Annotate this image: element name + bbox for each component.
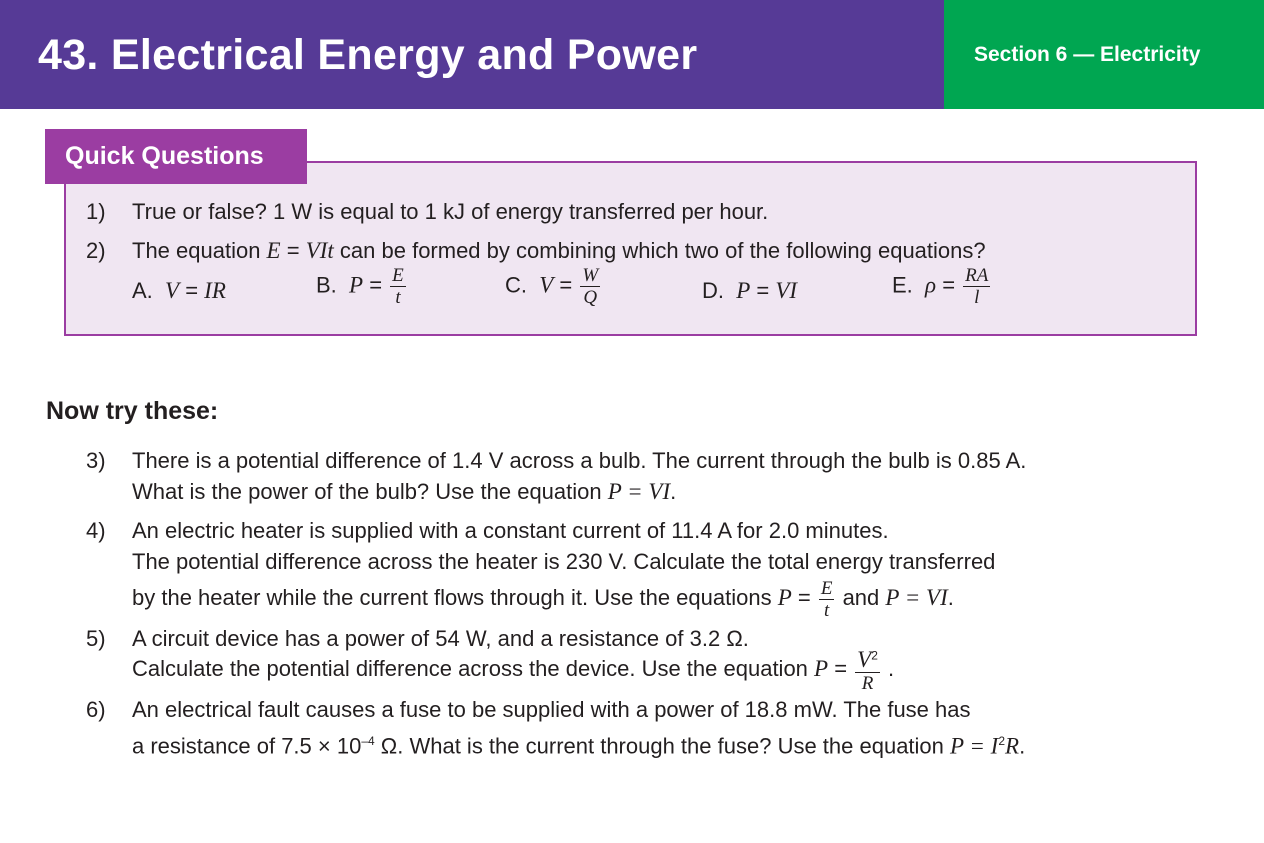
option-d	[702, 278, 797, 304]
question-4-line-1: An electric heater is supplied with a constant current of 11.4 A for 2.0 minutes.	[132, 518, 889, 543]
question-4-number: 4)	[86, 518, 106, 543]
section-label: Section 6 — Electricity	[974, 43, 1201, 66]
option-d-letter: D.	[702, 278, 724, 303]
now-try-heading: Now try these:	[46, 397, 219, 425]
question-2-eq-E: E	[266, 238, 281, 263]
question-5-eq-sign: =	[828, 656, 854, 681]
question-3-equation: P = VI	[607, 479, 671, 504]
question-2-text-before: The equation	[132, 238, 267, 263]
question-3-number: 3)	[86, 448, 106, 473]
question-2-number: 2)	[86, 238, 106, 263]
question-5-line-2-end: .	[881, 656, 895, 681]
option-c-fraction	[580, 266, 600, 307]
quick-questions-heading: Quick Questions	[45, 129, 307, 184]
question-4-equation-2: P = VI	[885, 585, 948, 610]
question-5-line-1: A circuit device has a power of 54 W, and a resistance of 3.2 Ω.	[132, 626, 749, 651]
option-c-numerator: W	[582, 265, 599, 286]
question-6-equation-end: R	[1005, 733, 1020, 759]
question-4-fraction	[819, 579, 835, 620]
option-d-rhs: VI	[775, 278, 798, 303]
option-b-numerator: E	[392, 265, 404, 286]
question-2-eq-VIt: VIt	[305, 238, 334, 263]
question-5-eq-lhs: P	[814, 656, 829, 681]
option-b-letter: B.	[316, 272, 337, 298]
question-6-line-2-end: .	[1019, 733, 1026, 759]
question-4-line-3-text: by the heater while the current flows through it. Use the equations	[132, 585, 778, 610]
question-2-text-after: can be formed by combining which two of the following equations?	[333, 238, 986, 263]
question-5-numerator-V: V	[857, 646, 872, 672]
option-a-eq: =	[179, 278, 205, 303]
option-a-lhs: V	[165, 278, 180, 303]
option-a-rhs: IR	[204, 278, 226, 303]
question-3-line-2-end: .	[670, 479, 677, 504]
option-b-denominator: t	[395, 287, 401, 308]
option-b-eq: =	[363, 272, 389, 298]
question-6-line-1: An electrical fault causes a fuse to be supplied with a power of 18.8 mW. The fuse has	[132, 697, 971, 722]
question-6-line-2-mid: Ω. What is the current through the fuse? Use the equation	[374, 733, 951, 759]
question-5-number: 5)	[86, 626, 106, 651]
option-d-eq: =	[750, 278, 776, 303]
option-e-denominator: l	[974, 287, 980, 308]
question-6-line-2	[132, 728, 1025, 759]
question-1-text: True or false? 1 W is equal to 1 kJ of energy transferred per hour.	[132, 199, 769, 224]
question-4-eq-sign: =	[791, 585, 817, 610]
question-3-line-1: There is a potential difference of 1.4 V across a bulb. The current through the bulb is 0.85 A.	[132, 448, 1027, 473]
question-3-line-2-text: What is the power of the bulb? Use the equation	[132, 479, 608, 504]
question-5-numerator	[855, 648, 880, 673]
question-4-denominator: t	[824, 599, 830, 621]
option-c-denominator: Q	[583, 287, 598, 308]
question-5-fraction	[855, 648, 880, 693]
question-2-eq-mid: =	[280, 238, 306, 263]
question-1-number: 1)	[86, 199, 106, 224]
question-6-line-2-text: a resistance of 7.5 × 10	[132, 733, 362, 759]
question-3-line-2	[132, 479, 676, 505]
question-6-equation-exponent: 2	[998, 734, 1006, 748]
question-5-line-2	[132, 646, 894, 693]
option-d-lhs: P	[736, 278, 751, 303]
question-6-number: 6)	[86, 697, 106, 722]
option-a	[132, 278, 226, 304]
question-6-exponent: –4	[361, 734, 375, 748]
question-2-text	[132, 238, 986, 264]
question-4-line-3	[132, 576, 954, 620]
question-5-line-2-text: Calculate the potential difference across the device. Use the equation	[132, 656, 815, 681]
option-c	[505, 266, 602, 307]
question-4-line-2: The potential difference across the heater is 230 V. Calculate the total energy transferred	[132, 549, 996, 574]
option-b-lhs: P	[349, 272, 364, 298]
question-6-equation: P = I	[950, 733, 999, 759]
page-title: 43. Electrical Energy and Power	[38, 31, 698, 79]
question-5-denominator: R	[861, 672, 874, 694]
question-5-numerator-exponent: 2	[871, 648, 878, 663]
option-e-lhs: ρ	[925, 272, 937, 298]
question-4-line-3-end: .	[947, 585, 954, 610]
option-a-letter: A.	[132, 278, 153, 303]
option-e	[892, 266, 992, 307]
option-b-fraction	[390, 266, 406, 307]
option-b	[316, 266, 408, 307]
question-4-and: and	[836, 585, 886, 610]
option-e-numerator: RA	[965, 265, 989, 286]
option-c-lhs: V	[539, 272, 554, 298]
option-e-eq: =	[936, 272, 962, 298]
option-c-letter: C.	[505, 272, 527, 298]
option-e-fraction	[963, 266, 990, 307]
option-c-eq: =	[553, 272, 579, 298]
question-4-numerator: E	[820, 577, 833, 599]
question-4-eq-lhs: P	[777, 585, 792, 610]
option-e-letter: E.	[892, 272, 913, 298]
